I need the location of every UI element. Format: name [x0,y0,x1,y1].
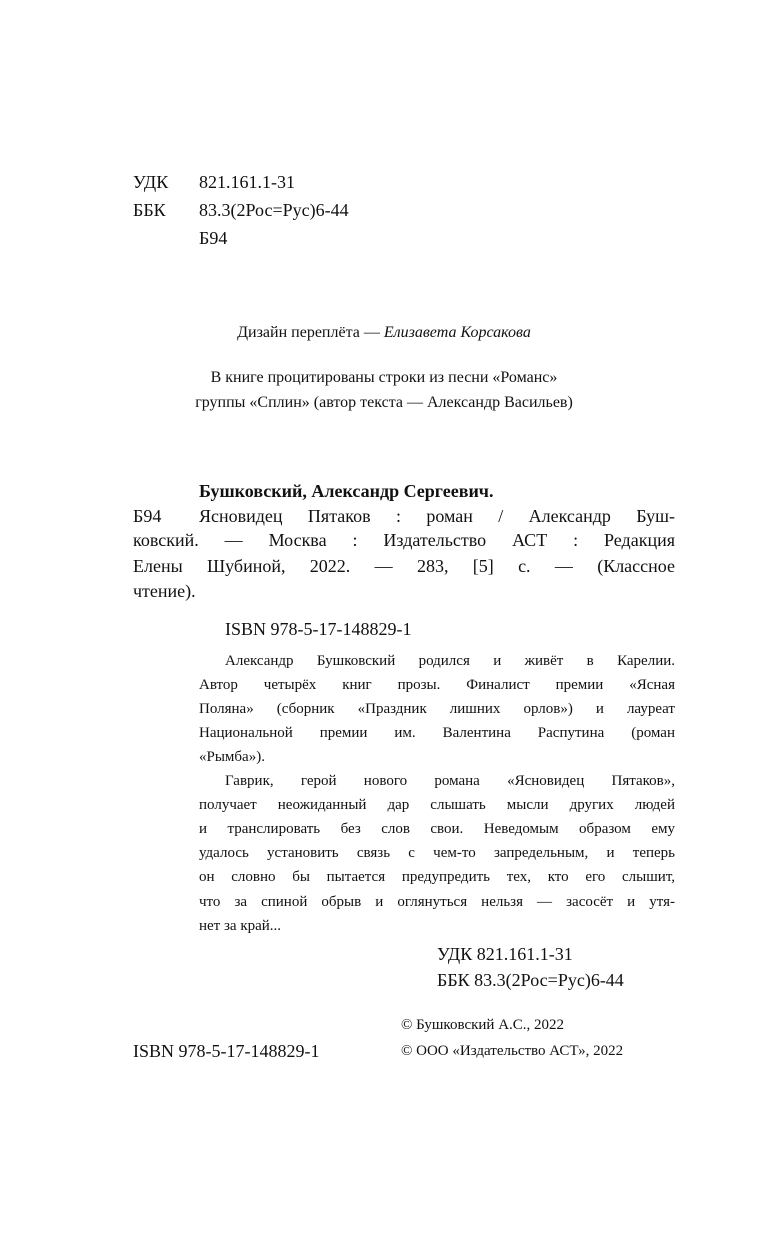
author-sign-top: Б94 [199,228,228,248]
author-heading: Бушковский, Александр Сергеевич. [199,481,494,501]
annotation-p1-line-5: «Рымба»). [199,749,265,765]
annotation-p2-line-2: получает неожиданный дар слышать мысли других людей [199,797,675,813]
song-quote-line-1: В книге процитированы строки из песни «Романс» [210,369,558,386]
isbn-bottom: ISBN 978-5-17-148829-1 [133,1041,320,1061]
author-sign: Б94 [133,506,162,526]
cover-design-credit [0,324,768,342]
udk-line-bottom: УДК 821.161.1-31 [437,944,573,964]
description-line-2: ковский. — Москва : Издательство АСТ : Редакция [133,530,675,550]
annotation-p1-line-2: Автор четырёх книг прозы. Финалист премии «Ясная [199,677,675,693]
bbk-label: ББК [133,200,166,220]
description-line-4: чтение). [133,581,196,601]
annotation-p2-line-7: нет за край... [199,918,282,934]
annotation-p2-line-5: он словно бы пытается предупредить тех, кто его слышит, [199,869,675,885]
description-line-1: Ясновидец Пятаков : роман / Александр Буш- [199,506,675,526]
copyright-author: © Бушковский А.С., 2022 [401,1017,565,1033]
annotation-p1-line-1: Александр Бушковский родился и живёт в Карелии. [225,653,675,669]
bbk-line-top [133,200,349,221]
annotation-p1-line-4: Национальной премии им. Валентина Распутина (роман [199,725,675,741]
cover-design-label: Дизайн переплёта — [237,324,380,341]
bbk-value: 83.3(2Рос=Рус)6-44 [199,200,349,220]
cover-designer-name: Елизавета Корсакова [383,324,531,341]
annotation-p1-line-3: Поляна» (сборник «Праздник лишних орлов») и лауреат [199,701,675,717]
udk-value: 821.161.1-31 [199,172,295,192]
isbn-record: ISBN 978-5-17-148829-1 [225,619,412,639]
udk-line-top [133,172,295,193]
annotation-p2-line-6: что за спиной обрыв и оглянуться нельзя — засосёт и утя- [199,894,675,910]
bbk-line-bottom: ББК 83.3(2Рос=Рус)6-44 [437,970,624,990]
udk-label: УДК [133,172,169,192]
copyright-publisher: © ООО «Издательство АСТ», 2022 [401,1043,624,1059]
annotation-p2-line-1: Гаврик, герой нового романа «Ясновидец Пятаков», [225,773,675,789]
song-quote-line-2: группы «Сплин» (автор текста — Александр Васильев) [195,394,573,411]
annotation-p2-line-3: и транслировать без слов свои. Неведомым образом ему [199,821,675,837]
description-line-3: Елены Шубиной, 2022. — 283, [5] с. — (Классное [133,556,675,576]
annotation-p2-line-4: удалось установить связь с чем-то запредельным, и теперь [199,845,675,861]
